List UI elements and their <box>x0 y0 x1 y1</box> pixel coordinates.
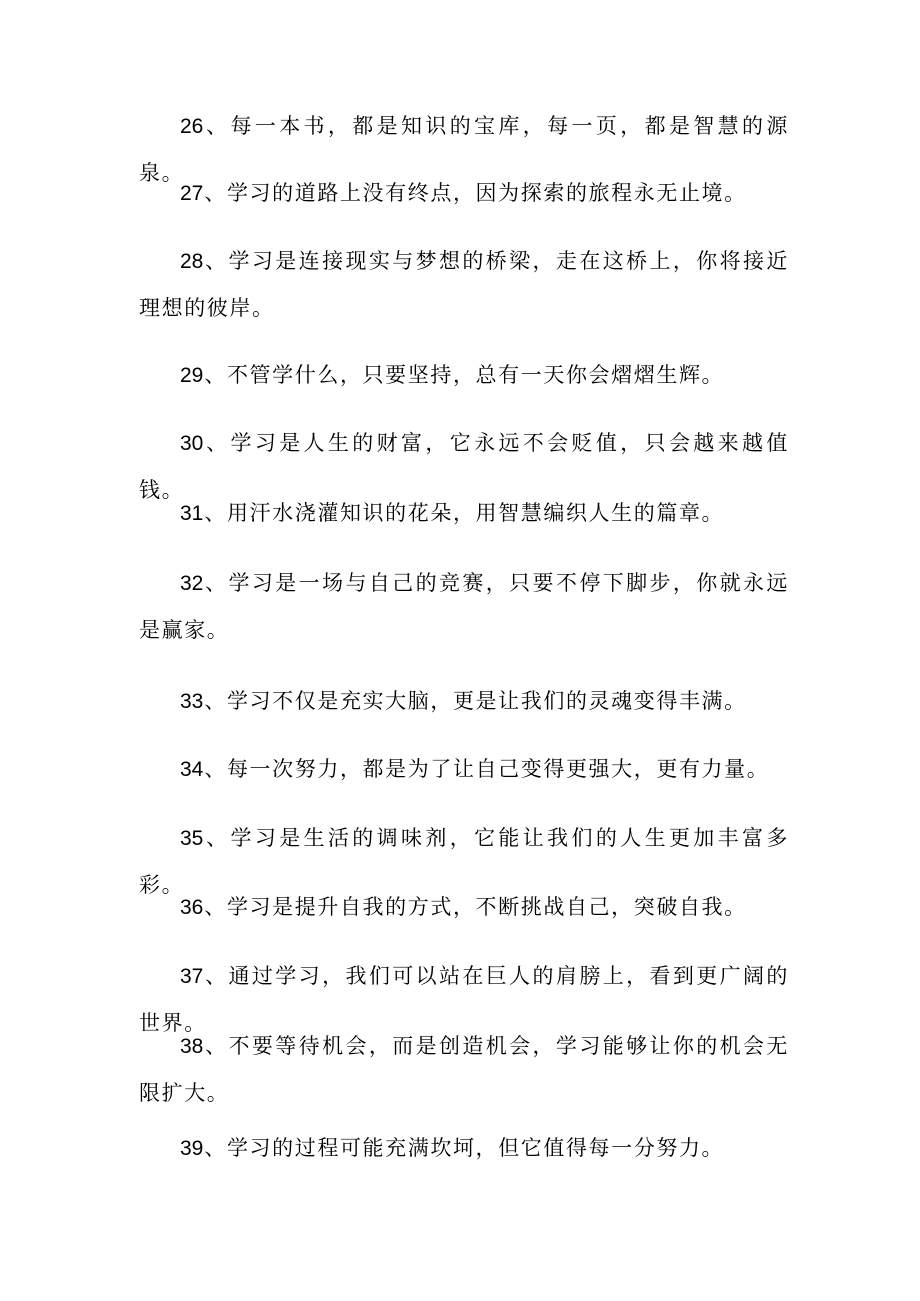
item-number: 29 <box>180 364 204 387</box>
list-item <box>139 560 789 653</box>
item-text: 、学习是一场与自己的竞赛，只要不停下脚步，你就永远是赢家。 <box>139 571 789 642</box>
item-number: 31 <box>180 502 204 525</box>
item-text: 、不管学什么，只要坚持，总有一天你会熠熠生辉。 <box>204 363 725 387</box>
item-text: 、用汗水浇灌知识的花朵，用智慧编织人生的篇章。 <box>204 501 725 525</box>
item-number: 36 <box>180 896 204 919</box>
item-number: 32 <box>180 572 204 595</box>
item-text: 、学习的道路上没有终点，因为探索的旅程永无止境。 <box>204 181 747 205</box>
list-item <box>139 1023 789 1116</box>
item-number: 35 <box>180 827 204 850</box>
list-item <box>139 490 789 537</box>
item-number: 27 <box>180 182 204 205</box>
item-text: 、通过学习，我们可以站在巨人的肩膀上，看到更广阔的世界。 <box>139 964 789 1035</box>
item-number: 28 <box>180 250 204 273</box>
list-item <box>139 170 789 217</box>
item-number: 38 <box>180 1035 204 1058</box>
item-text: 、学习是连接现实与梦想的桥梁，走在这桥上，你将接近理想的彼岸。 <box>139 249 789 320</box>
item-number: 34 <box>180 758 204 781</box>
item-number: 39 <box>180 1137 204 1160</box>
item-text: 、学习是人生的财富，它永远不会贬值，只会越来越值钱。 <box>139 431 789 502</box>
item-number: 37 <box>180 965 204 988</box>
item-text: 、不要等待机会，而是创造机会，学习能够让你的机会无限扩大。 <box>139 1034 789 1105</box>
item-text: 、学习不仅是充实大脑，更是让我们的灵魂变得丰满。 <box>204 689 747 713</box>
item-number: 26 <box>180 115 204 138</box>
item-text: 、学习的过程可能充满坎坷，但它值得每一分努力。 <box>204 1136 725 1160</box>
list-item <box>139 746 789 793</box>
list-item <box>139 678 789 725</box>
item-text: 、学习是提升自我的方式，不断挑战自己，突破自我。 <box>204 895 747 919</box>
item-number: 30 <box>180 432 204 455</box>
item-text: 、每一次努力，都是为了让自己变得更强大，更有力量。 <box>204 757 770 781</box>
item-text: 、每一本书，都是知识的宝库，每一页，都是智慧的源泉。 <box>139 114 789 185</box>
item-number: 33 <box>180 690 204 713</box>
list-item <box>139 352 789 399</box>
list-item <box>139 238 789 331</box>
list-item <box>139 1125 789 1172</box>
item-text: 、学习是生活的调味剂，它能让我们的人生更加丰富多彩。 <box>139 826 789 897</box>
list-item <box>139 884 789 931</box>
